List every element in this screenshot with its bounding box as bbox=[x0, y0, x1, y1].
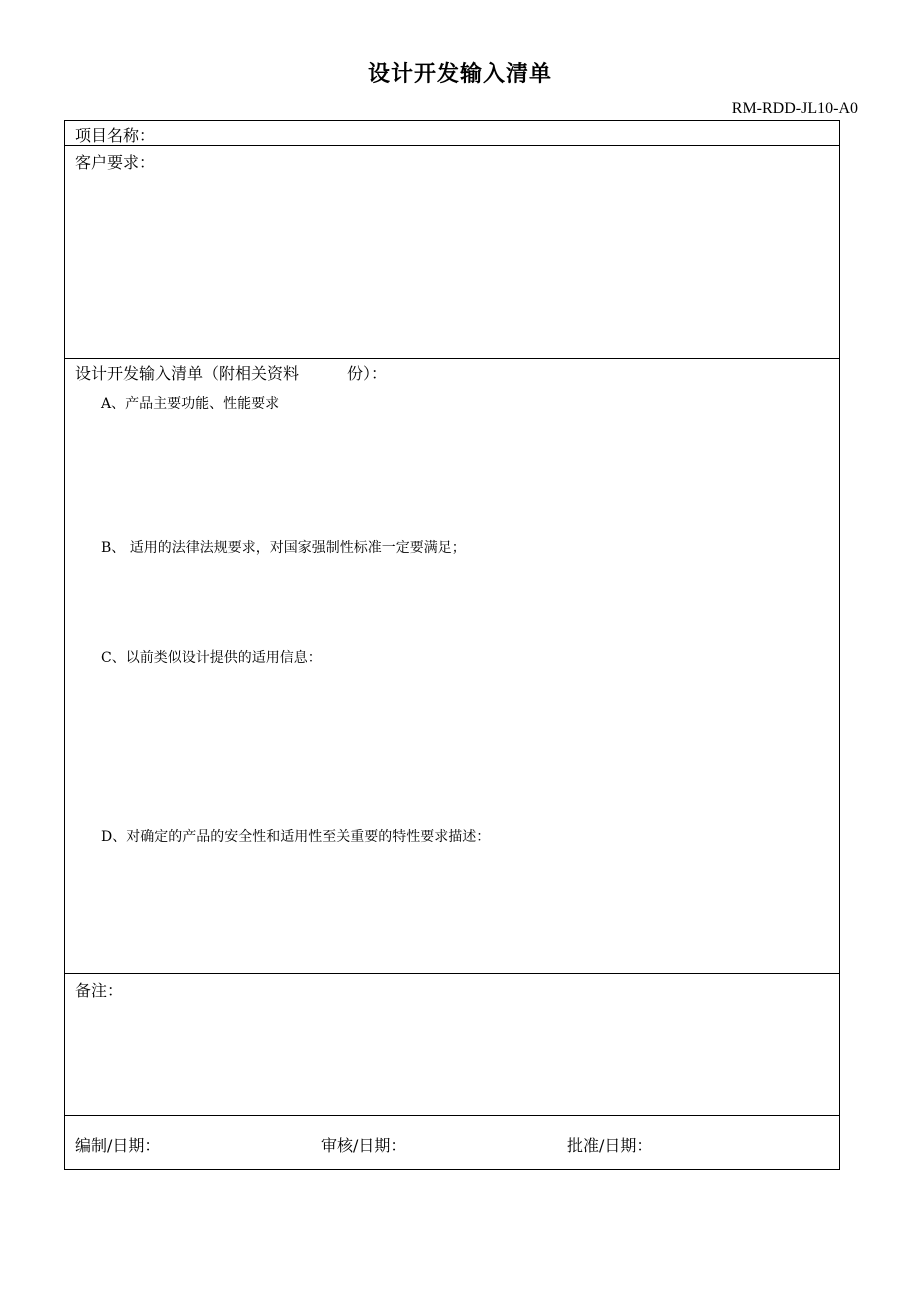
signature-row bbox=[65, 1116, 839, 1170]
project-name-label: 项目名称： bbox=[75, 126, 156, 145]
input-item-c: C、以前类似设计提供的适用信息： bbox=[101, 650, 322, 666]
remarks-row[interactable] bbox=[65, 974, 839, 1116]
document-title: 设计开发输入清单 bbox=[367, 62, 552, 87]
heading-prefix: 设计开发输入清单（附相关资料 bbox=[75, 364, 300, 383]
input-item-a: A、产品主要功能、性能要求 bbox=[101, 396, 280, 412]
input-list-form bbox=[64, 120, 840, 1170]
input-item-b: B、 适用的法律法规要求，对国家强制性标准一定要满足； bbox=[101, 540, 466, 556]
design-input-list-row[interactable] bbox=[65, 359, 839, 974]
project-name-row[interactable] bbox=[65, 121, 839, 146]
reviewed-by-date-field[interactable]: 审核/日期： bbox=[321, 1136, 407, 1155]
remarks-label: 备注： bbox=[75, 981, 124, 1000]
document-code: RM-RDD-JL10-A0 bbox=[731, 100, 858, 117]
input-item-d: D、对确定的产品的安全性和适用性至关重要的特性要求描述： bbox=[101, 829, 491, 845]
heading-suffix: 份）： bbox=[347, 364, 388, 383]
customer-requirements-label: 客户要求： bbox=[75, 153, 156, 172]
design-input-list-heading bbox=[75, 361, 387, 384]
approved-by-date-field[interactable]: 批准/日期： bbox=[567, 1136, 653, 1155]
customer-requirements-row[interactable] bbox=[65, 146, 839, 359]
compiled-by-date-field[interactable]: 编制/日期： bbox=[75, 1136, 161, 1155]
